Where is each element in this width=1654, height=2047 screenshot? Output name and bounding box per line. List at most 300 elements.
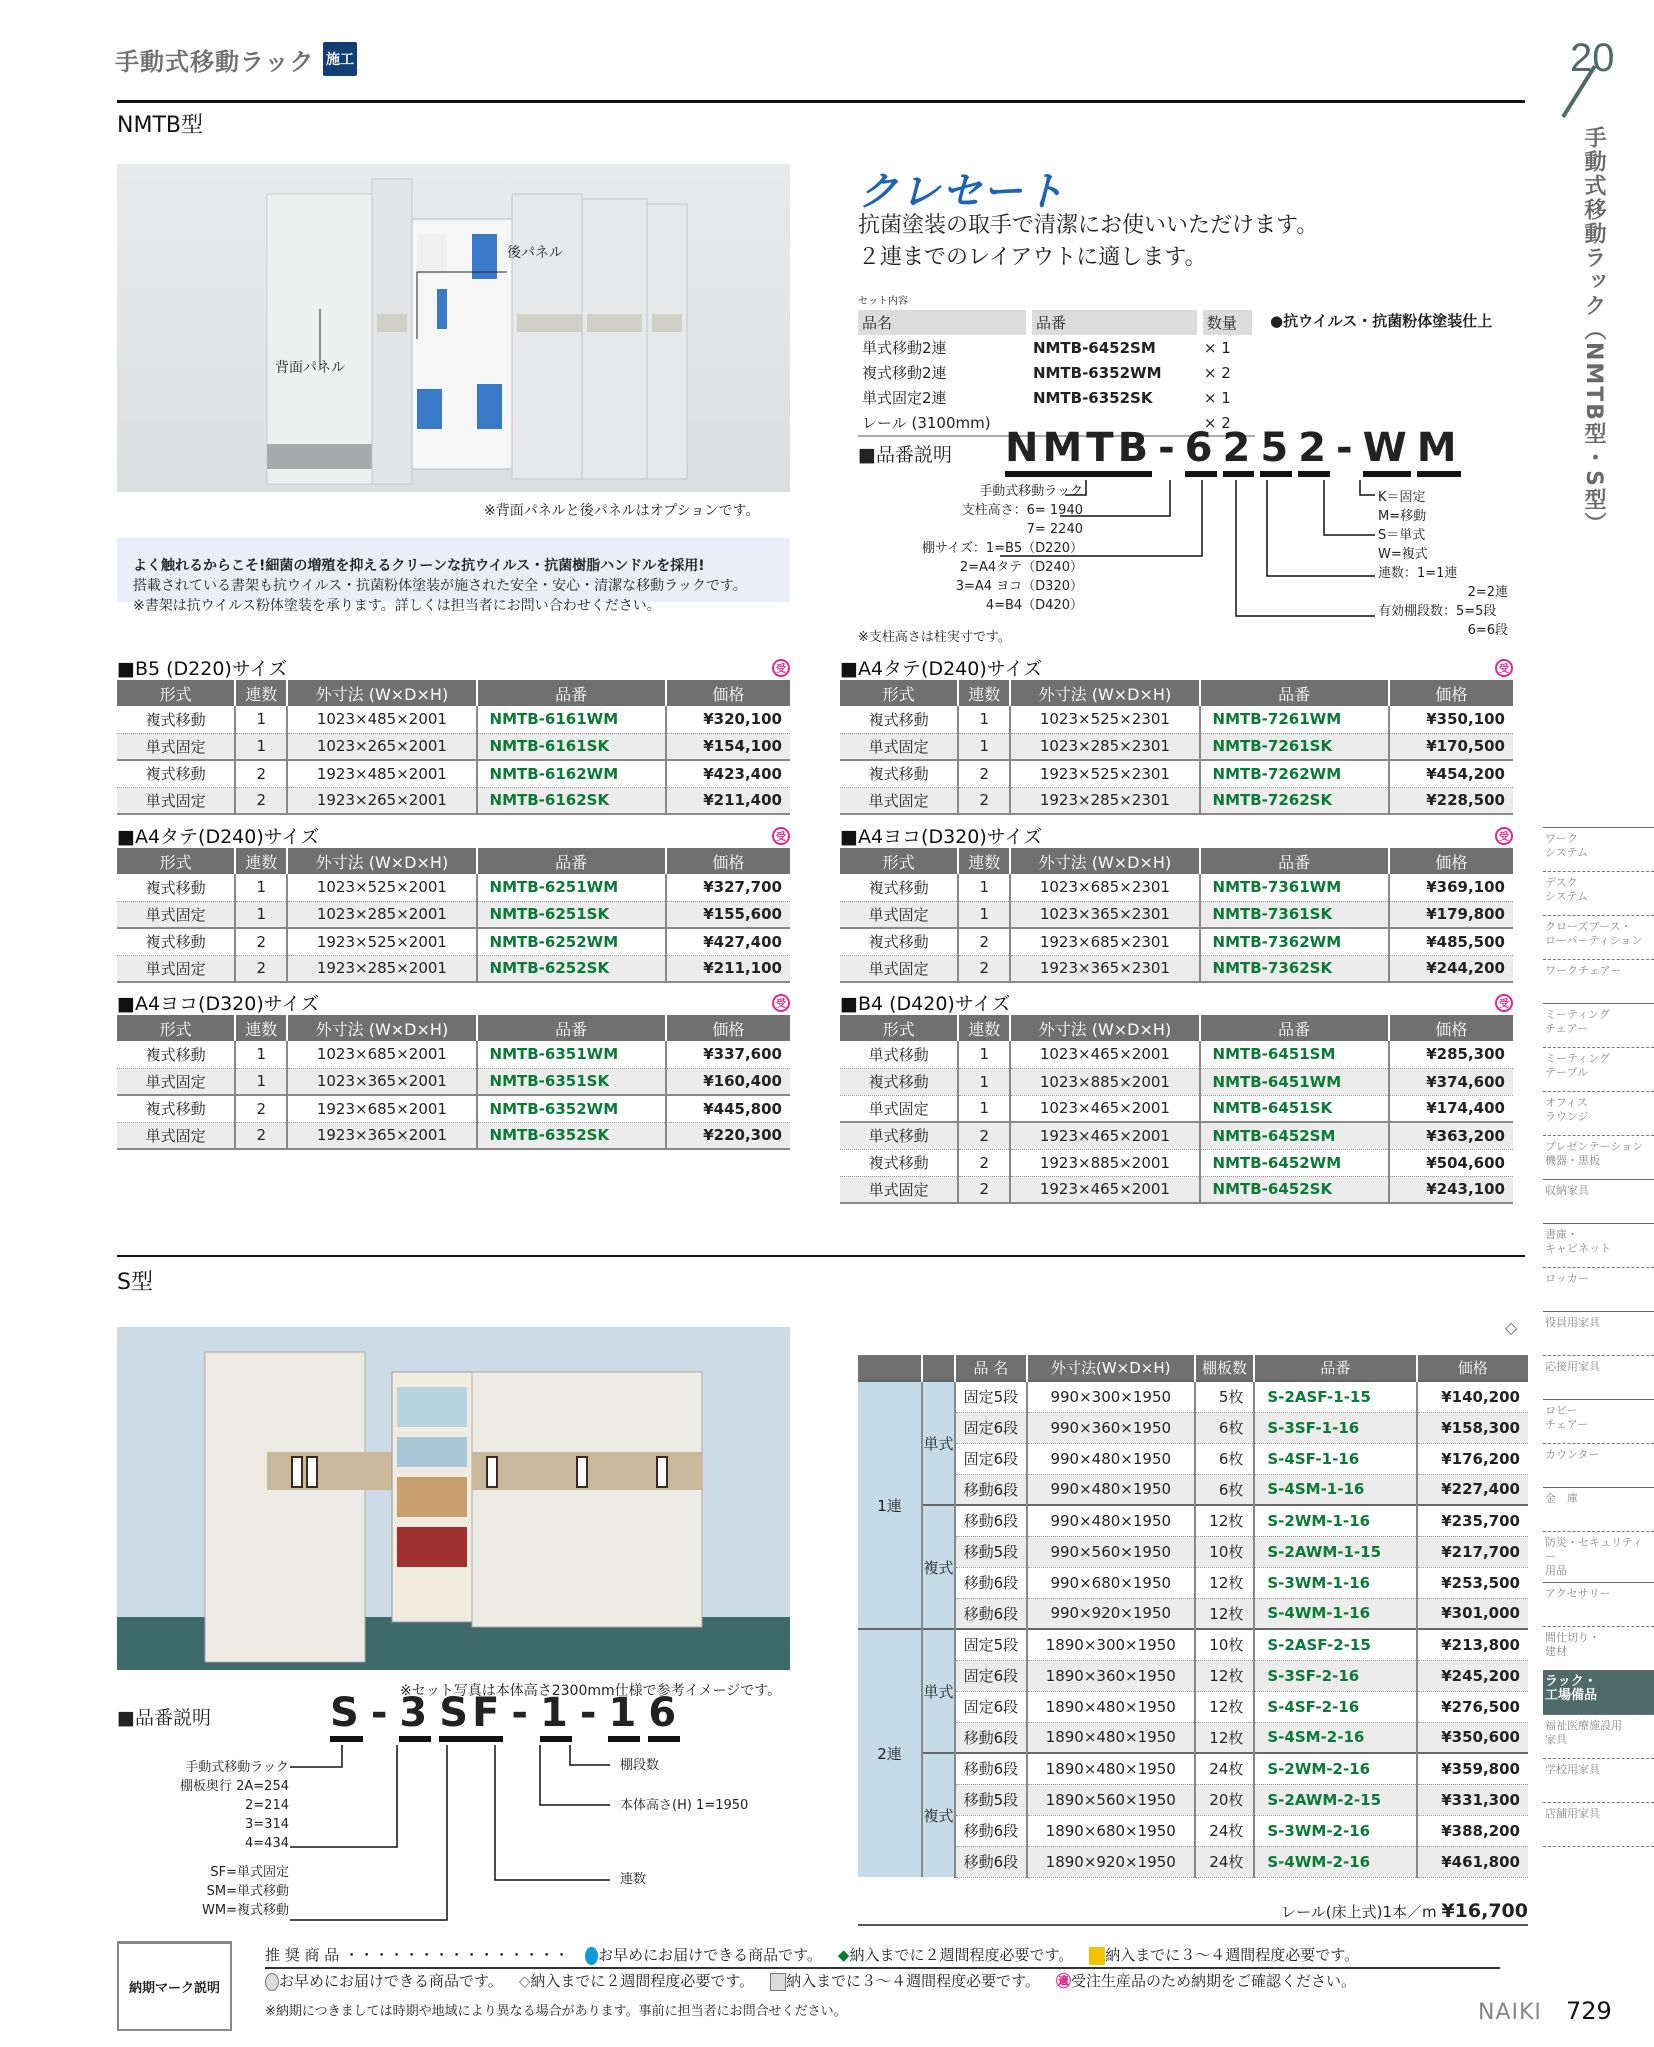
table-cell: 1023×265×2001 <box>287 733 476 760</box>
table-cell: 1023×525×2301 <box>1010 706 1199 733</box>
explain-line: 有効棚段数：5=5段 <box>1378 604 1497 619</box>
recommended-label: 推 奨 商 品 ・・・・・・・・・・・・・・・ <box>265 1946 570 1964</box>
product-code: NMTB-6162WM <box>477 760 666 787</box>
price: ¥253,500 <box>1417 1567 1529 1598</box>
price: ¥179,800 <box>1389 901 1513 928</box>
set-cell: × 1 <box>1203 388 1231 407</box>
table-cell: 単式固定 <box>840 901 958 928</box>
table-cell: 1023×365×2301 <box>1010 901 1199 928</box>
explain-line: 4=434 <box>245 1836 289 1851</box>
table-cell: 12枚 <box>1195 1722 1255 1753</box>
table-cell: 1923×265×2001 <box>287 787 476 814</box>
price: ¥276,500 <box>1417 1691 1529 1722</box>
price: ¥211,400 <box>666 787 790 814</box>
chapter-title: 手動式移動ラック（NMTB型・S型） <box>1581 126 1606 536</box>
divider <box>117 100 1525 103</box>
type-group-label: 単式 <box>922 1629 955 1753</box>
product-code: S-2AWM-1-15 <box>1254 1536 1416 1567</box>
table-row <box>858 1598 1528 1629</box>
sidebar-item[interactable]: カウンター <box>1543 1444 1654 1488</box>
sidebar-item[interactable]: オフィス ラウンジ <box>1543 1092 1654 1136</box>
col-header: 形式 <box>840 1015 958 1041</box>
brand-name: NAIKI <box>1478 2000 1542 2025</box>
col-header: 連数 <box>958 848 1010 874</box>
table-cell: 移動6段 <box>955 1815 1027 1846</box>
explain-line: 7= 2240 <box>1026 522 1083 537</box>
table-cell: 単式固定 <box>840 733 958 760</box>
table-row <box>840 928 1513 955</box>
explain-line: W=複式 <box>1378 547 1428 562</box>
s-part-explain-left <box>117 1758 289 1920</box>
legend-item: 納入までに３～４週間程度必要です。 <box>1089 1944 1359 1965</box>
table-cell: 990×360×1950 <box>1027 1412 1195 1443</box>
table-cell: 移動6段 <box>955 1505 1027 1536</box>
table-cell: 固定6段 <box>955 1412 1027 1443</box>
col-header: 外寸法 (W×D×H) <box>287 1015 476 1041</box>
table-cell: 12枚 <box>1195 1598 1255 1629</box>
table-row <box>117 760 790 787</box>
size-title-row <box>840 823 1513 848</box>
product-code: NMTB-7262WM <box>1200 760 1389 787</box>
table-row <box>117 733 790 760</box>
price-table <box>840 1015 1513 1204</box>
set-cell: NMTB-6352SK <box>1032 388 1153 407</box>
header-row <box>117 848 790 874</box>
code-segment: - <box>511 1690 533 1736</box>
product-code: NMTB-6352SK <box>477 1122 666 1149</box>
sidebar-item[interactable]: プレゼンテーション 機器・黒板 <box>1543 1136 1654 1180</box>
table-cell: 1890×300×1950 <box>1027 1629 1195 1660</box>
explain-line: 連数：1=1連 <box>1378 566 1458 581</box>
price: ¥454,200 <box>1389 760 1513 787</box>
set-cell: 単式移動2連 <box>862 339 947 357</box>
header-row <box>840 848 1513 874</box>
table-row <box>840 1041 1513 1068</box>
col-header: 品番 <box>1200 680 1389 706</box>
product-code: S-4WM-1-16 <box>1254 1598 1416 1629</box>
sidebar-item[interactable]: ワークチェアー <box>1543 960 1654 1004</box>
table-row <box>858 1784 1528 1815</box>
table-cell: 12枚 <box>1195 1691 1255 1722</box>
table-cell: 1923×365×2001 <box>287 1122 476 1149</box>
table-row <box>858 1691 1528 1722</box>
table-cell: 移動5段 <box>955 1536 1027 1567</box>
table-cell: 複式移動 <box>840 874 958 901</box>
table-cell: 固定6段 <box>955 1443 1027 1474</box>
explain-line: 手動式移動ラック <box>979 484 1083 499</box>
table-row <box>840 733 1513 760</box>
table-cell: 単式固定 <box>840 955 958 982</box>
made-to-order-icon: 受 <box>1495 659 1513 677</box>
price: ¥176,200 <box>1417 1443 1529 1474</box>
col-header: 連数 <box>235 1015 287 1041</box>
table-cell: 2 <box>235 1095 287 1122</box>
code-segment: - <box>370 1690 392 1736</box>
explain-line: SF=単式固定 <box>210 1865 289 1880</box>
table-cell: 複式移動 <box>117 760 235 787</box>
set-cell: NMTB-6352WM <box>1032 363 1162 382</box>
table-row <box>840 706 1513 733</box>
type-group-label: 複式 <box>922 1753 955 1877</box>
legend-item: 納入までに３～４週間程度必要です。 <box>770 1970 1040 1991</box>
product-code: S-4SF-1-16 <box>1254 1443 1416 1474</box>
table-cell: 移動6段 <box>955 1753 1027 1784</box>
size-title: ■A4タテ(D240)サイズ <box>117 826 320 848</box>
size-title: ■A4タテ(D240)サイズ <box>840 658 1043 680</box>
code-segment: 5 <box>1260 425 1292 477</box>
table-row <box>840 874 1513 901</box>
feature-line: ※書架は抗ウイルス粉体塗装を承ります。詳しくは担当者にお問い合わせください。 <box>133 598 661 614</box>
table-cell: 単式固定 <box>117 1068 235 1095</box>
sidebar-item[interactable]: デスク システム <box>1543 872 1654 916</box>
table-row <box>858 1536 1528 1567</box>
sidebar-item[interactable]: クローズブース・ ローパーティション <box>1543 916 1654 960</box>
table-cell: 2 <box>958 760 1010 787</box>
table-row <box>840 787 1513 814</box>
table-cell: 1890×560×1950 <box>1027 1784 1195 1815</box>
explain-line: SM=単式移動 <box>206 1884 289 1899</box>
gray-circle-icon <box>265 1973 279 1991</box>
price: ¥350,100 <box>1389 706 1513 733</box>
sidebar-item[interactable]: 金 庫 <box>1543 1488 1654 1532</box>
product-code: NMTB-7261WM <box>1200 706 1389 733</box>
legend-item: お早めにお届けできる商品です。 <box>585 1944 822 1965</box>
size-title: ■B5 (D220)サイズ <box>117 658 288 680</box>
explain-line: 2=2連 <box>1467 585 1508 600</box>
header-row <box>840 680 1513 706</box>
size-price-section <box>840 655 1513 815</box>
table-cell: 1 <box>235 1041 287 1068</box>
table-cell: 1023×685×2301 <box>1010 874 1199 901</box>
sidebar-item[interactable]: 防災・セキュリティー 用品 <box>1543 1532 1654 1583</box>
table-cell: 単式固定 <box>117 901 235 928</box>
col-header <box>858 1355 922 1381</box>
sidebar-item[interactable]: アクセサリー <box>1543 1583 1654 1627</box>
price: ¥327,700 <box>666 874 790 901</box>
delivery-mark-legend-box: 納期マーク説明 <box>117 1941 232 2031</box>
sidebar-item[interactable]: 店舗用家具 <box>1543 1803 1654 1847</box>
price-table <box>840 680 1513 815</box>
price: ¥337,600 <box>666 1041 790 1068</box>
product-code: NMTB-6351WM <box>477 1041 666 1068</box>
sidebar-item[interactable]: ミーティング チェアー <box>1543 1004 1654 1048</box>
table-cell: 1 <box>235 901 287 928</box>
table-cell: 複式移動 <box>117 1041 235 1068</box>
table-cell: 単式固定 <box>840 1176 958 1203</box>
table-row <box>117 928 790 955</box>
table-cell: 1 <box>958 1095 1010 1122</box>
table-cell: 固定6段 <box>955 1691 1027 1722</box>
sidebar-item[interactable]: 学校用家具 <box>1543 1759 1654 1803</box>
price: ¥320,100 <box>666 706 790 733</box>
pillar-note: ※支柱高さは柱実寸です。 <box>858 630 1011 645</box>
ren-count-label: 連数 <box>620 1872 647 1887</box>
table-row <box>117 1095 790 1122</box>
table-cell: 990×680×1950 <box>1027 1567 1195 1598</box>
col-header: 品番 <box>477 1015 666 1041</box>
header-row <box>117 1015 790 1041</box>
made-to-order-icon: 受 <box>1495 827 1513 845</box>
sidebar-item[interactable]: ワーク システム <box>1543 828 1654 872</box>
yellow-square-icon <box>1089 1947 1105 1965</box>
explain-line: 3=A4 ヨコ（D320） <box>955 579 1083 594</box>
mobile-rack-illustration <box>117 164 790 492</box>
price-table <box>117 1015 790 1150</box>
part-explain-label: ■品番説明 <box>858 444 952 466</box>
explain-line: S＝単式 <box>1378 528 1426 543</box>
table-row <box>840 955 1513 982</box>
price: ¥243,100 <box>1389 1176 1513 1203</box>
table-cell: 移動5段 <box>955 1784 1027 1815</box>
table-cell: 12枚 <box>1195 1567 1255 1598</box>
sidebar-item[interactable]: ミーティング テーブル <box>1543 1048 1654 1092</box>
divider <box>117 1255 1525 1257</box>
col-header: 数量 <box>1200 310 1255 335</box>
col-header: 価格 <box>1389 680 1513 706</box>
size-title: ■A4ヨコ(D320)サイズ <box>840 826 1043 848</box>
table-cell: 2 <box>958 1122 1010 1149</box>
sidebar-item[interactable]: 書庫・ キャビネット <box>1543 1224 1654 1268</box>
sidebar-item[interactable]: ロッカー <box>1543 1268 1654 1312</box>
table-row <box>858 1660 1528 1691</box>
table-cell: 24枚 <box>1195 1815 1255 1846</box>
made-to-order-icon: 受 <box>772 994 790 1012</box>
table-cell: 1023×485×2001 <box>287 706 476 733</box>
table-row <box>117 955 790 982</box>
price: ¥423,400 <box>666 760 790 787</box>
feature-headline: よく触れるからこそ!細菌の増殖を抑えるクリーンな抗ウイルス・抗菌樹脂ハンドルを採用! <box>133 558 705 574</box>
col-header: 品番 <box>477 680 666 706</box>
table-row <box>858 1474 1528 1505</box>
table-cell: 複式移動 <box>117 1095 235 1122</box>
col-header: 外寸法 (W×D×H) <box>287 680 476 706</box>
s-part-number-example <box>330 1690 680 1742</box>
explain-line: WM=複式移動 <box>202 1903 289 1918</box>
price: ¥244,200 <box>1389 955 1513 982</box>
explain-line: 支柱高さ：6= 1940 <box>961 503 1083 518</box>
height-label: 本体高さ(H) 1=1950 <box>620 1798 749 1813</box>
code-segment: 1 <box>608 1690 640 1742</box>
table-cell: 1 <box>958 733 1010 760</box>
table-cell: 1 <box>958 1041 1010 1068</box>
table-cell: 2 <box>235 760 287 787</box>
table-cell: 1023×885×2001 <box>1010 1068 1199 1095</box>
table-cell: 1923×365×2301 <box>1010 955 1199 982</box>
table-cell: 固定5段 <box>955 1629 1027 1660</box>
photo-note: ※背面パネルと後パネルはオプションです。 <box>484 503 760 519</box>
product-code: S-4WM-2-16 <box>1254 1846 1416 1877</box>
table-cell: 単式固定 <box>117 1122 235 1149</box>
table-cell: 複式移動 <box>840 706 958 733</box>
feature-line: 搭載されている書架も抗ウイルス・抗菌粉体塗装が施された安全・安心・清潔な移動ラックです。 <box>133 578 747 594</box>
s-part-explain-label: ■品番説明 <box>117 1707 211 1729</box>
ren-group-label: 2連 <box>858 1629 922 1877</box>
col-header: 形式 <box>840 680 958 706</box>
table-cell: 2 <box>235 955 287 982</box>
table-cell: 990×480×1950 <box>1027 1505 1195 1536</box>
sidebar-item[interactable]: 間仕切り・ 建材 <box>1543 1627 1654 1671</box>
table-cell: 990×560×1950 <box>1027 1536 1195 1567</box>
table-cell: 12枚 <box>1195 1660 1255 1691</box>
sidebar-item[interactable]: ロビー チェアー <box>1543 1400 1654 1444</box>
product-code: NMTB-6452SK <box>1200 1176 1389 1203</box>
price: ¥369,100 <box>1389 874 1513 901</box>
product-code: S-4SF-2-16 <box>1254 1691 1416 1722</box>
table-cell: 6枚 <box>1195 1474 1255 1505</box>
product-code: NMTB-6161SK <box>477 733 666 760</box>
construction-badge: 施工 <box>323 42 357 76</box>
price: ¥350,600 <box>1417 1722 1529 1753</box>
table-cell: 24枚 <box>1195 1753 1255 1784</box>
set-cell: × 2 <box>1203 363 1231 382</box>
product-code: NMTB-7362WM <box>1200 928 1389 955</box>
table-cell: 1023×465×2001 <box>1010 1095 1199 1122</box>
part-explain-right <box>1378 488 1508 640</box>
size-title-row <box>840 990 1513 1015</box>
rail-label: レール(床上式)1本／m <box>1281 1903 1437 1921</box>
feature-info-box <box>117 538 790 614</box>
explain-line: M=移動 <box>1378 509 1427 524</box>
table-cell: 固定6段 <box>955 1660 1027 1691</box>
col-header: 外寸法 (W×D×H) <box>1010 1015 1199 1041</box>
product-code: NMTB-6351SK <box>477 1068 666 1095</box>
code-segment: M <box>1417 425 1461 477</box>
sidebar-item[interactable]: 応接用家具 <box>1543 1356 1654 1400</box>
col-header: 価格 <box>666 680 790 706</box>
code-segment: 6 <box>1185 425 1217 477</box>
sidebar-item[interactable]: ラック・ 工場備品 <box>1543 1671 1654 1715</box>
sidebar-item[interactable]: 役員用家具 <box>1543 1312 1654 1356</box>
table-cell: 単式固定 <box>117 955 235 982</box>
price: ¥285,300 <box>1389 1041 1513 1068</box>
table-row <box>858 1505 1528 1536</box>
size-price-section <box>117 990 790 1150</box>
table-cell: 1 <box>235 874 287 901</box>
table-cell: 単式固定 <box>840 1095 958 1122</box>
catch-line-2: ２連までのレイアウトに適します。 <box>858 245 1207 270</box>
col-header: 価格 <box>666 1015 790 1041</box>
set-cell: × 2 <box>1200 410 1255 436</box>
table-cell: 1023×285×2001 <box>287 901 476 928</box>
chapter-number: 20 <box>1570 36 1615 80</box>
table-cell: 単式固定 <box>840 787 958 814</box>
catch-line-1: 抗菌塗装の取手で清潔にお使いいただけます。 <box>858 213 1319 238</box>
set-cell: 複式移動2連 <box>862 364 947 382</box>
table-cell: 単式移動 <box>840 1041 958 1068</box>
table-cell: 20枚 <box>1195 1784 1255 1815</box>
price-table <box>840 848 1513 983</box>
table-cell: 990×300×1950 <box>1027 1381 1195 1412</box>
size-price-section <box>840 823 1513 983</box>
table-row <box>840 1149 1513 1176</box>
type-group-label: 単式 <box>922 1381 955 1505</box>
table-cell: 1890×920×1950 <box>1027 1846 1195 1877</box>
table-cell: 複式移動 <box>117 874 235 901</box>
table-cell: 2 <box>235 928 287 955</box>
product-code: NMTB-6352WM <box>477 1095 666 1122</box>
product-code: NMTB-6251SK <box>477 901 666 928</box>
price: ¥427,400 <box>666 928 790 955</box>
table-cell: 2 <box>958 1149 1010 1176</box>
s-part-explain-connectors <box>280 1745 630 1925</box>
price: ¥227,400 <box>1417 1474 1529 1505</box>
table-cell: 2 <box>958 787 1010 814</box>
col-header: 品番 <box>1200 848 1389 874</box>
table-cell: 1 <box>235 733 287 760</box>
col-header: 外寸法(W×D×H) <box>1027 1355 1195 1381</box>
col-header: 品名 <box>858 310 1029 335</box>
sidebar-item[interactable]: 収納家具 <box>1543 1180 1654 1224</box>
col-header: 形式 <box>117 680 235 706</box>
table-row <box>117 874 790 901</box>
col-header: 連数 <box>235 848 287 874</box>
col-header: 連数 <box>235 680 287 706</box>
s-part-explain-right <box>620 1756 748 1889</box>
table-cell: 6枚 <box>1195 1443 1255 1474</box>
type-group-label: 複式 <box>922 1505 955 1629</box>
price-table <box>117 848 790 983</box>
price: ¥228,500 <box>1389 787 1513 814</box>
size-price-section <box>840 990 1513 1204</box>
product-code: NMTB-6252WM <box>477 928 666 955</box>
rear-panel-label: 後パネル <box>507 245 563 261</box>
legend-row-recommended <box>265 1944 1500 1969</box>
table-row <box>858 1412 1528 1443</box>
table-cell: 複式移動 <box>840 760 958 787</box>
size-title: ■A4ヨコ(D320)サイズ <box>117 993 320 1015</box>
table-cell: 1923×465×2001 <box>1010 1176 1199 1203</box>
price: ¥461,800 <box>1417 1846 1529 1877</box>
price: ¥504,600 <box>1389 1149 1513 1176</box>
table-cell: 1923×885×2001 <box>1010 1149 1199 1176</box>
product-code: NMTB-6162SK <box>477 787 666 814</box>
product-code: NMTB-6251WM <box>477 874 666 901</box>
table-cell: 2 <box>235 1122 287 1149</box>
table-row <box>840 901 1513 928</box>
price: ¥485,500 <box>1389 928 1513 955</box>
size-price-section <box>117 823 790 983</box>
explain-line: K＝固定 <box>1378 490 1426 505</box>
explain-line: 棚板奥行 2A=254 <box>179 1779 289 1794</box>
table-row <box>858 1815 1528 1846</box>
table-cell: 単式固定 <box>117 733 235 760</box>
product-code: S-3SF-1-16 <box>1254 1412 1416 1443</box>
s-type-product-photo <box>117 1327 790 1670</box>
table-cell: 1 <box>235 1068 287 1095</box>
size-title-row <box>117 990 790 1015</box>
table-cell: 24枚 <box>1195 1846 1255 1877</box>
price: ¥174,400 <box>1389 1095 1513 1122</box>
table-cell: 1923×525×2001 <box>287 928 476 955</box>
sidebar-item[interactable]: 福祉医療施設用 家具 <box>1543 1715 1654 1759</box>
table-cell: 10枚 <box>1195 1536 1255 1567</box>
table-cell: 1023×525×2001 <box>287 874 476 901</box>
coating-note: ●抗ウイルス・抗菌粉体塗装仕上 <box>1270 312 1493 330</box>
ren-group-label: 1連 <box>858 1381 922 1629</box>
table-cell: 1023×685×2001 <box>287 1041 476 1068</box>
price: ¥331,300 <box>1417 1784 1529 1815</box>
col-header: 棚板数 <box>1195 1355 1255 1381</box>
col-header: 外寸法 (W×D×H) <box>287 848 476 874</box>
price: ¥154,100 <box>666 733 790 760</box>
brand-logo: クレセート <box>858 169 1067 215</box>
col-header: 連数 <box>958 1015 1010 1041</box>
table-cell: 2 <box>958 928 1010 955</box>
table-cell: 複式移動 <box>840 928 958 955</box>
code-segment: 2 <box>1298 425 1330 477</box>
col-header: 価格 <box>1389 848 1513 874</box>
table-cell: 1890×480×1950 <box>1027 1691 1195 1722</box>
